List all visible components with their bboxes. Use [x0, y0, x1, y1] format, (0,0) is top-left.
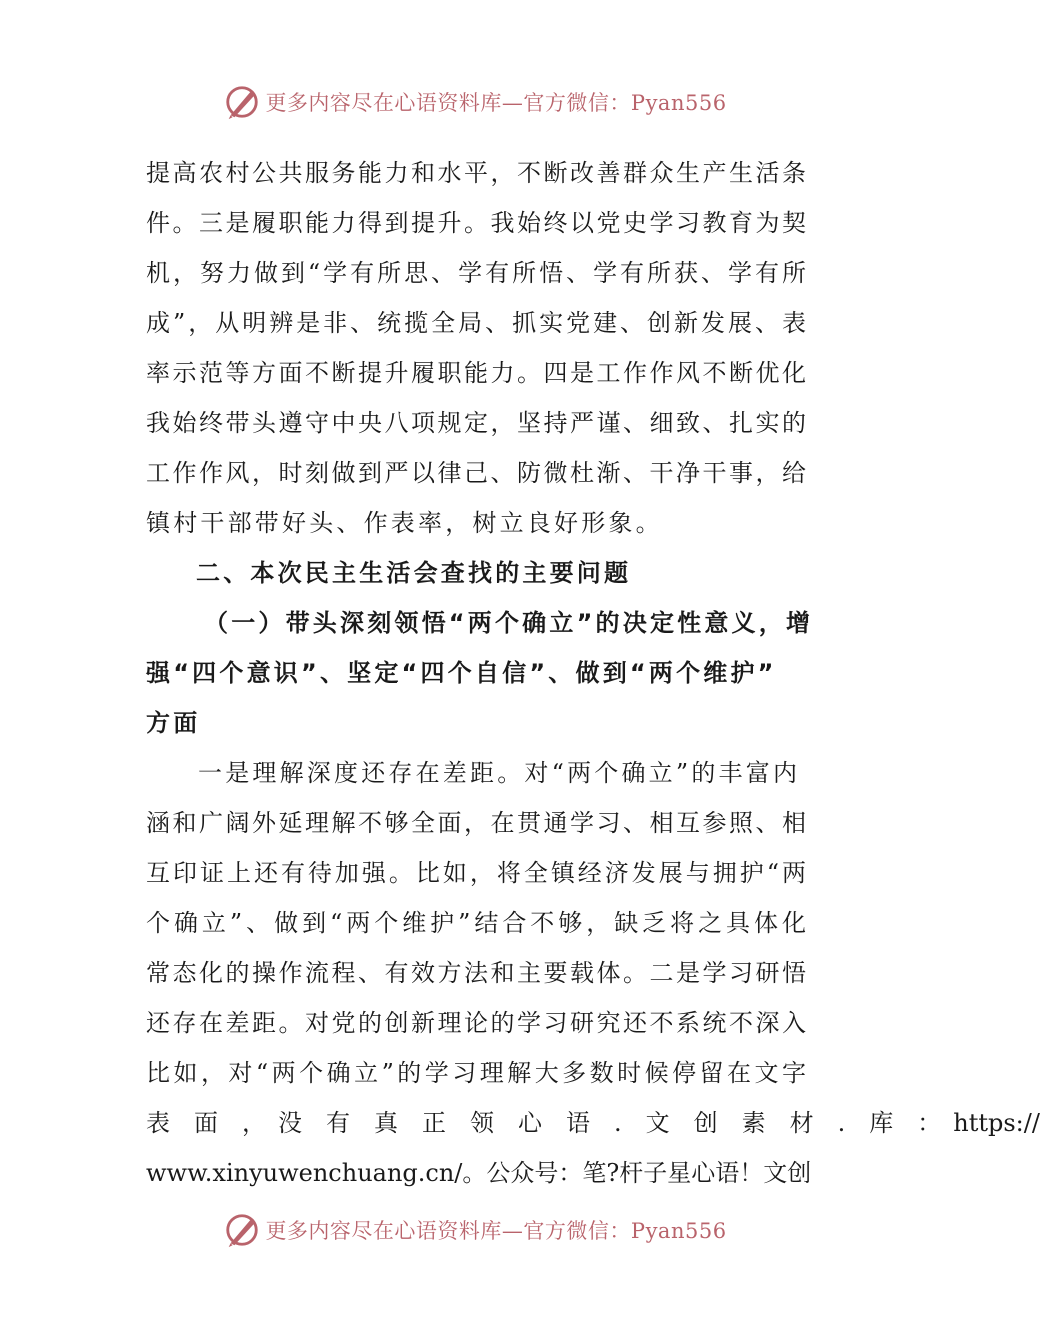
body-line: 件。三是履职能力得到提升。我始终以党史学习教育为契: [146, 209, 806, 237]
pen-circle-logo-icon: [223, 83, 261, 121]
section-heading: 二、本次民主生活会查找的主要问题: [196, 559, 632, 587]
body-line: 个确立”、做到“两个维护”结合不够，缺乏将之具体化: [146, 909, 806, 937]
body-line: 互印证上还有待加强。比如，将全镇经济发展与拥护“两: [146, 859, 806, 887]
body-line: 常态化的操作流程、有效方法和主要载体。二是学习研悟: [146, 959, 806, 987]
body-line: 比如，对“两个确立”的学习理解大多数时候停留在文字: [146, 1059, 806, 1087]
body-line: 表 面 ， 没 有 真 正 领 心 语 . 文 创 素 材 . 库 ： https://: [146, 1109, 1040, 1137]
subsection-heading: 方面: [146, 709, 201, 737]
body-line: 还存在差距。对党的创新理论的学习研究还不系统不深入: [146, 1009, 806, 1037]
body-line: 机，努力做到“学有所思、学有所悟、学有所获、学有所: [146, 259, 806, 287]
pen-circle-logo-icon: [223, 1211, 261, 1249]
footer-banner: [0, 1210, 950, 1250]
body-line: 一是理解深度还存在差距。对“两个确立”的丰富内: [198, 759, 801, 787]
body-line: 成”，从明辨是非、统揽全局、抓实党建、创新发展、表: [146, 309, 806, 337]
body-line: 镇村干部带好头、作表率，树立良好形象。: [146, 509, 663, 537]
body-line: 我始终带头遵守中央八项规定，坚持严谨、细致、扎实的: [146, 409, 806, 437]
document-body: [146, 148, 1040, 1198]
subsection-heading: 强“四个意识”、坚定“四个自信”、做到“两个维护”: [146, 659, 777, 687]
body-line: 工作作风，时刻做到严以律己、防微杜渐、干净干事，给: [146, 459, 806, 487]
footer-banner-text: 更多内容尽在心语资料库—官方微信：Pyan556: [265, 1219, 727, 1243]
body-line: 提高农村公共服务能力和水平，不断改善群众生产生活条: [146, 159, 806, 187]
body-line: 率示范等方面不断提升履职能力。四是工作作风不断优化: [146, 359, 806, 387]
body-line: www.xinyuwenchuang.cn/。公众号：笔?杆子星心语！文创: [146, 1159, 812, 1187]
header-banner: [0, 82, 950, 122]
body-line: 涵和广阔外延理解不够全面，在贯通学习、相互参照、相: [146, 809, 806, 837]
header-banner-text: 更多内容尽在心语资料库—官方微信：Pyan556: [265, 91, 727, 115]
subsection-heading: （一）带头深刻领悟“两个确立”的决定性意义，增: [204, 609, 814, 637]
